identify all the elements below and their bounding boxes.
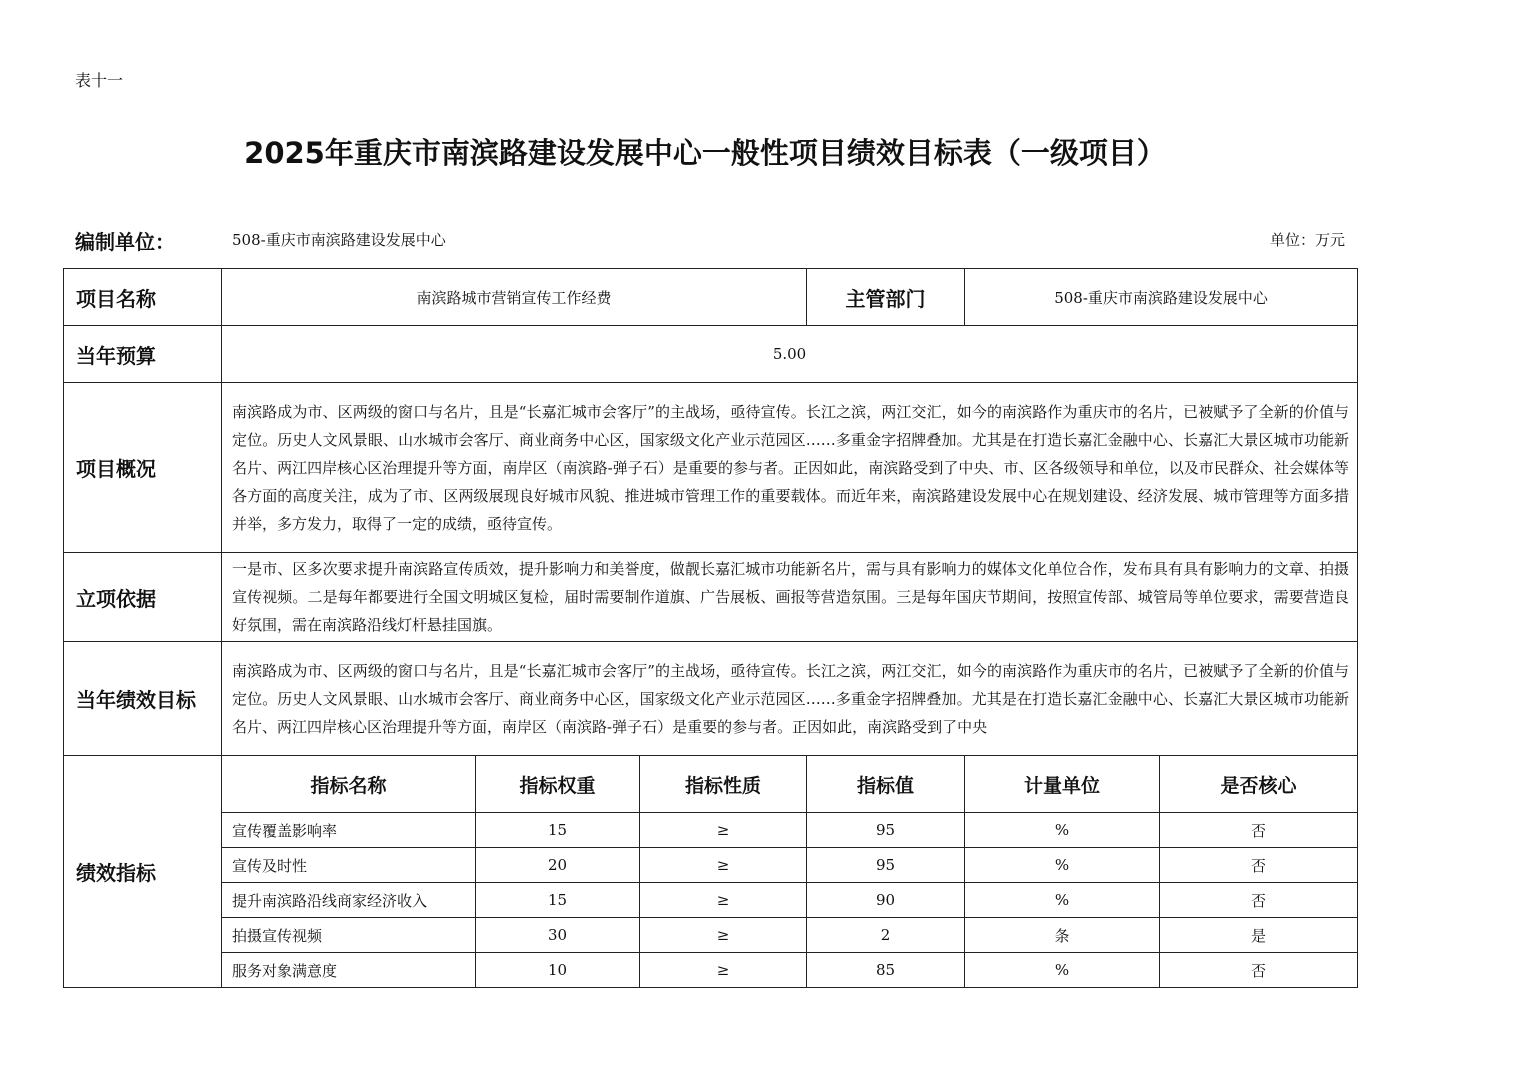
project-name-value: 南滨路城市营销宣传工作经费	[222, 269, 807, 326]
indicator-nature: ≥	[640, 813, 807, 848]
header-nature: 指标性质	[640, 756, 807, 813]
budget-row	[64, 326, 1358, 383]
indicator-value: 95	[807, 813, 965, 848]
indicator-unit: %	[965, 813, 1160, 848]
indicator-core: 是	[1160, 918, 1358, 953]
indicators-label: 绩效指标	[64, 756, 222, 988]
table-row	[64, 813, 1358, 848]
indicator-weight: 20	[476, 848, 640, 883]
indicator-unit: 条	[965, 918, 1160, 953]
header-indicator-name: 指标名称	[222, 756, 476, 813]
basis-text: 一是市、区多次要求提升南滨路宣传质效，提升影响力和美誉度，做靓长嘉汇城市功能新名片，需与具有影响力的媒体文化单位合作，发布具有具有影响力的文章、拍摄宣传视频。二是每年都要进行全国文明城区复检，届时需要制作道旗、广告展板、画报等营造氛围。三是每年国庆节期间，按照宣传部、城管局等单位要求，需要营造良好氛围，需在南滨路沿线灯杆悬挂国旗。	[222, 553, 1358, 642]
table-number: 表十一	[75, 71, 124, 90]
header-unit: 计量单位	[965, 756, 1160, 813]
dept-value: 508-重庆市南滨路建设发展中心	[965, 269, 1358, 326]
goal-row	[64, 642, 1358, 756]
org-label: 编制单位：	[75, 230, 175, 254]
project-name-row	[64, 269, 1358, 326]
indicator-unit: %	[965, 953, 1160, 988]
indicator-core: 否	[1160, 953, 1358, 988]
indicator-unit: %	[965, 848, 1160, 883]
indicator-value: 85	[807, 953, 965, 988]
indicator-nature: ≥	[640, 883, 807, 918]
indicator-weight: 30	[476, 918, 640, 953]
indicator-name: 拍摄宣传视频	[222, 918, 476, 953]
indicator-core: 否	[1160, 883, 1358, 918]
header-core: 是否核心	[1160, 756, 1358, 813]
unit-label: 单位：万元	[1269, 231, 1345, 249]
indicator-unit: %	[965, 883, 1160, 918]
basis-row	[64, 553, 1358, 642]
dept-label: 主管部门	[807, 269, 965, 326]
table-row	[64, 918, 1358, 953]
indicator-value: 2	[807, 918, 965, 953]
goal-text: 南滨路成为市、区两级的窗口与名片，且是“长嘉汇城市会客厅”的主战场，亟待宣传。长江之滨，两江交汇，如今的南滨路作为重庆市的名片，已被赋予了全新的价值与定位。历史人文风景眼、山水城市会客厅、商业商务中心区，国家级文化产业示范园区……多重金字招牌叠加。尤其是在打造长嘉汇金融中心、长嘉汇大景区城市功能新名片、两江四岸核心区治理提升等方面，南岸区（南滨路-弹子石）是重要的参与者。正因如此，南滨路受到了中央	[222, 642, 1358, 756]
indicator-weight: 15	[476, 813, 640, 848]
indicator-nature: ≥	[640, 848, 807, 883]
overview-text: 南滨路成为市、区两级的窗口与名片，且是“长嘉汇城市会客厅”的主战场，亟待宣传。长江之滨，两江交汇，如今的南滨路作为重庆市的名片，已被赋予了全新的价值与定位。历史人文风景眼、山水城市会客厅、商业商务中心区，国家级文化产业示范园区……多重金字招牌叠加。尤其是在打造长嘉汇金融中心、长嘉汇大景区城市功能新名片、两江四岸核心区治理提升等方面，南岸区（南滨路-弹子石）是重要的参与者。正因如此，南滨路受到了中央、市、区各级领导和单位，以及市民群众、社会媒体等各方面的高度关注，成为了市、区两级展现良好城市风貌、推进城市管理工作的重要载体。而近年来，南滨路建设发展中心在规划建设、经济发展、城市管理等方面多措并举，多方发力，取得了一定的成绩，亟待宣传。	[222, 383, 1358, 553]
table-row	[64, 848, 1358, 883]
indicator-weight: 10	[476, 953, 640, 988]
header-weight: 指标权重	[476, 756, 640, 813]
indicator-weight: 15	[476, 883, 640, 918]
basis-label: 立项依据	[64, 553, 222, 642]
table-row	[64, 953, 1358, 988]
budget-value: 5.00	[222, 326, 1358, 383]
indicator-value: 95	[807, 848, 965, 883]
overview-row	[64, 383, 1358, 553]
page-title: 2025年重庆市南滨路建设发展中心一般性项目绩效目标表（一级项目）	[244, 136, 1166, 170]
budget-label: 当年预算	[64, 326, 222, 383]
indicator-name: 宣传覆盖影响率	[222, 813, 476, 848]
goal-label: 当年绩效目标	[64, 642, 222, 756]
indicator-name: 提升南滨路沿线商家经济收入	[222, 883, 476, 918]
indicator-core: 否	[1160, 813, 1358, 848]
org-value: 508-重庆市南滨路建设发展中心	[232, 231, 446, 249]
table-row	[64, 883, 1358, 918]
indicator-name: 服务对象满意度	[222, 953, 476, 988]
indicator-nature: ≥	[640, 953, 807, 988]
indicator-nature: ≥	[640, 918, 807, 953]
header-value: 指标值	[807, 756, 965, 813]
indicator-name: 宣传及时性	[222, 848, 476, 883]
performance-table	[63, 268, 1358, 988]
overview-label: 项目概况	[64, 383, 222, 553]
indicator-core: 否	[1160, 848, 1358, 883]
indicator-value: 90	[807, 883, 965, 918]
project-name-label: 项目名称	[64, 269, 222, 326]
indicator-header-row	[64, 756, 1358, 813]
